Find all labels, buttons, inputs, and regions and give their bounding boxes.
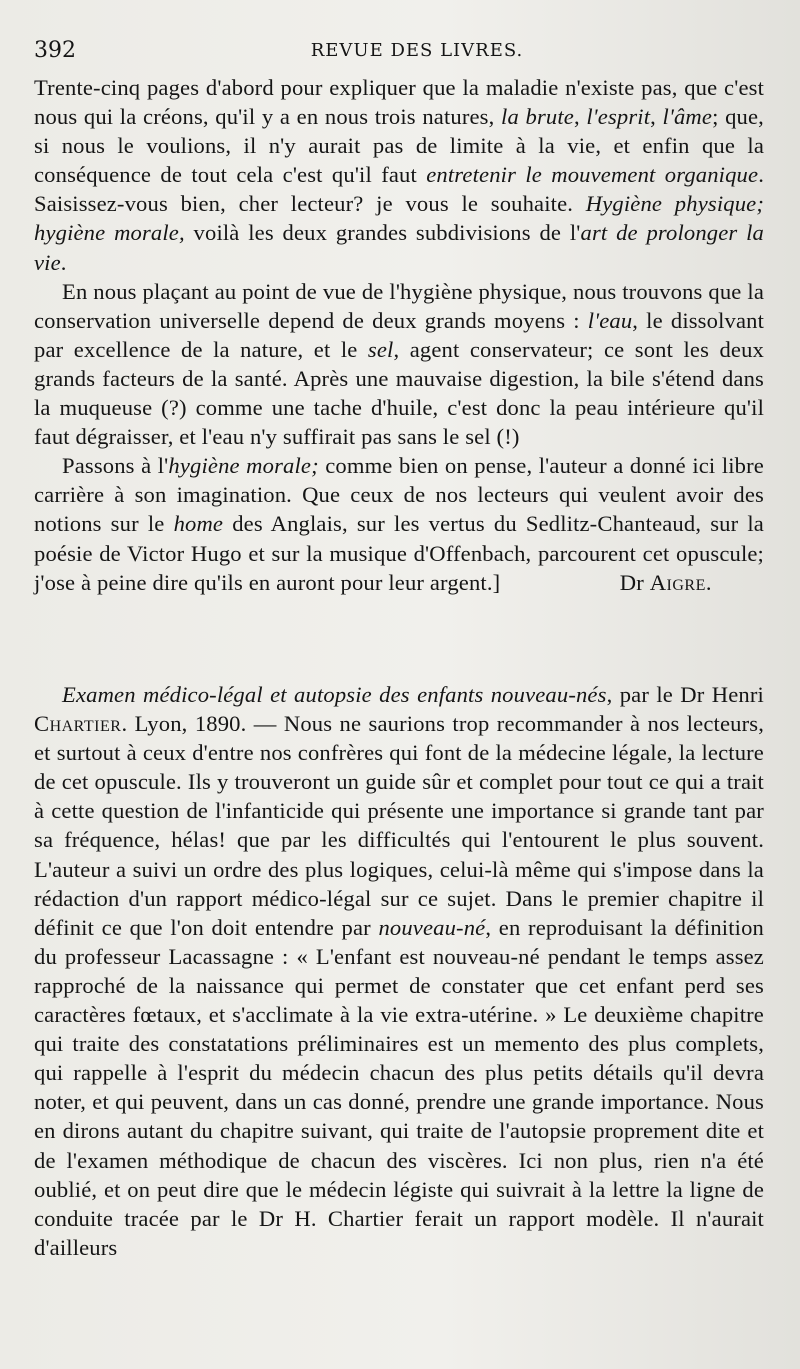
review-chartier [34, 680, 764, 1262]
paragraph-chartier: Examen médico-légal et autopsie des enfants nouveau-nés, par le Dr Henri Chartier. Lyon, 1890. — Nous ne saurions trop recommander à nos lecteurs, et surtout à ceux d'entre nos confrères qui font de la médecine légale, la lecture de cet opuscule. Ils y trouveront un guide sûr et complet pour tout ce qui a trait à cette question de l'infanticide qui présente une importance si grande tant par sa fréquence, hélas! que par les difficultés qui l'entourent le plus souvent. L'auteur a suivi un ordre des plus logiques, celui-là même qui s'impose dans la rédaction d'un rapport médico-légal sur ce sujet. Dans le premier chapitre il définit ce que l'on doit entendre par nouveau-né, en reproduisant la définition du professeur Lacassagne : « L'enfant est nouveau-né pendant le temps assez rapproché de la naissance qui permet de constater que cet enfant perd ses caractères fœtaux, et s'acclimate à la vie extra-utérine. » Le deuxième chapitre qui traite des constatations préliminaires est un memento des plus complets, qui rappelle à l'esprit du médecin chacun des plus petits détails qu'il devra noter, et qui peuvent, dans un cas donné, prendre une grande importance. Nous en dirons autant du chapitre suivant, qui traite de l'autopsie proprement dite et de l'examen méthodique de chacun des viscères. Ici non plus, rien n'a été oublié, et on peut dire que le médecin légiste qui suivrait à la lettre la ligne de conduite tracée par le Dr H. Chartier ferait un rapport modèle. Il n'aurait d'ailleurs [34, 682, 764, 1260]
journal-title: REVUE DES LIVRES. [310, 40, 524, 61]
signature: Dr Aigre. [619, 569, 712, 595]
paragraph-hygiene-physique: En nous plaçant au point de vue de l'hygiène physique, nous trouvons que la conservation universelle depend de deux grands moyens : l'eau, le dissolvant par excellence de la nature, et le sel, agent conservateur; ce sont les deux grands facteurs de la santé. Après une mauvaise digestion, la bile s'étend dans la muqueuse (?) comme une tache d'huile, c'est donc la peau intérieure qu'il faut dégraisser, et l'eau n'y suffirait pas sans le sel (!) [34, 278, 765, 450]
paragraph-hygiene-morale: Passons à l'hygiène morale; comme bien on pense, l'auteur a donné ici libre carrière à son imagination. Que ceux de nos lecteurs qui veulent avoir des notions sur le home des Anglais, sur les vertus du Sedlitz-Chanteaud, sur la poésie de Victor Hugo et sur la musique d'Offenbach, parcourent cet opuscule; j'ose à peine dire qu'ils en auront pour leur argent.] Dr Aigre. [34, 451, 764, 596]
page-number: 392 [34, 38, 76, 63]
author-name: Chartier [34, 711, 122, 737]
running-head [34, 38, 760, 68]
review-aigre [34, 73, 764, 597]
paragraph-intro: Trente-cinq pages d'abord pour expliquer que la maladie n'existe pas, que c'est nous qui la créons, qu'il y a en nous trois natures, la brute, l'esprit, l'âme; que, si nous le voulions, il n'y aurait pas de limite à la vie, et enfin que la conséquence de tout cela c'est qu'il faut entretenir le mouvement organique. Saisissez-vous bien, cher lecteur? je vous le souhaite. Hygiène physique; hygiène morale, voilà les deux grandes subdivisions de l'art de prolonger la vie. [34, 75, 765, 275]
book-title: Examen médico-légal et autopsie des enfants nouveau-nés [62, 682, 607, 707]
